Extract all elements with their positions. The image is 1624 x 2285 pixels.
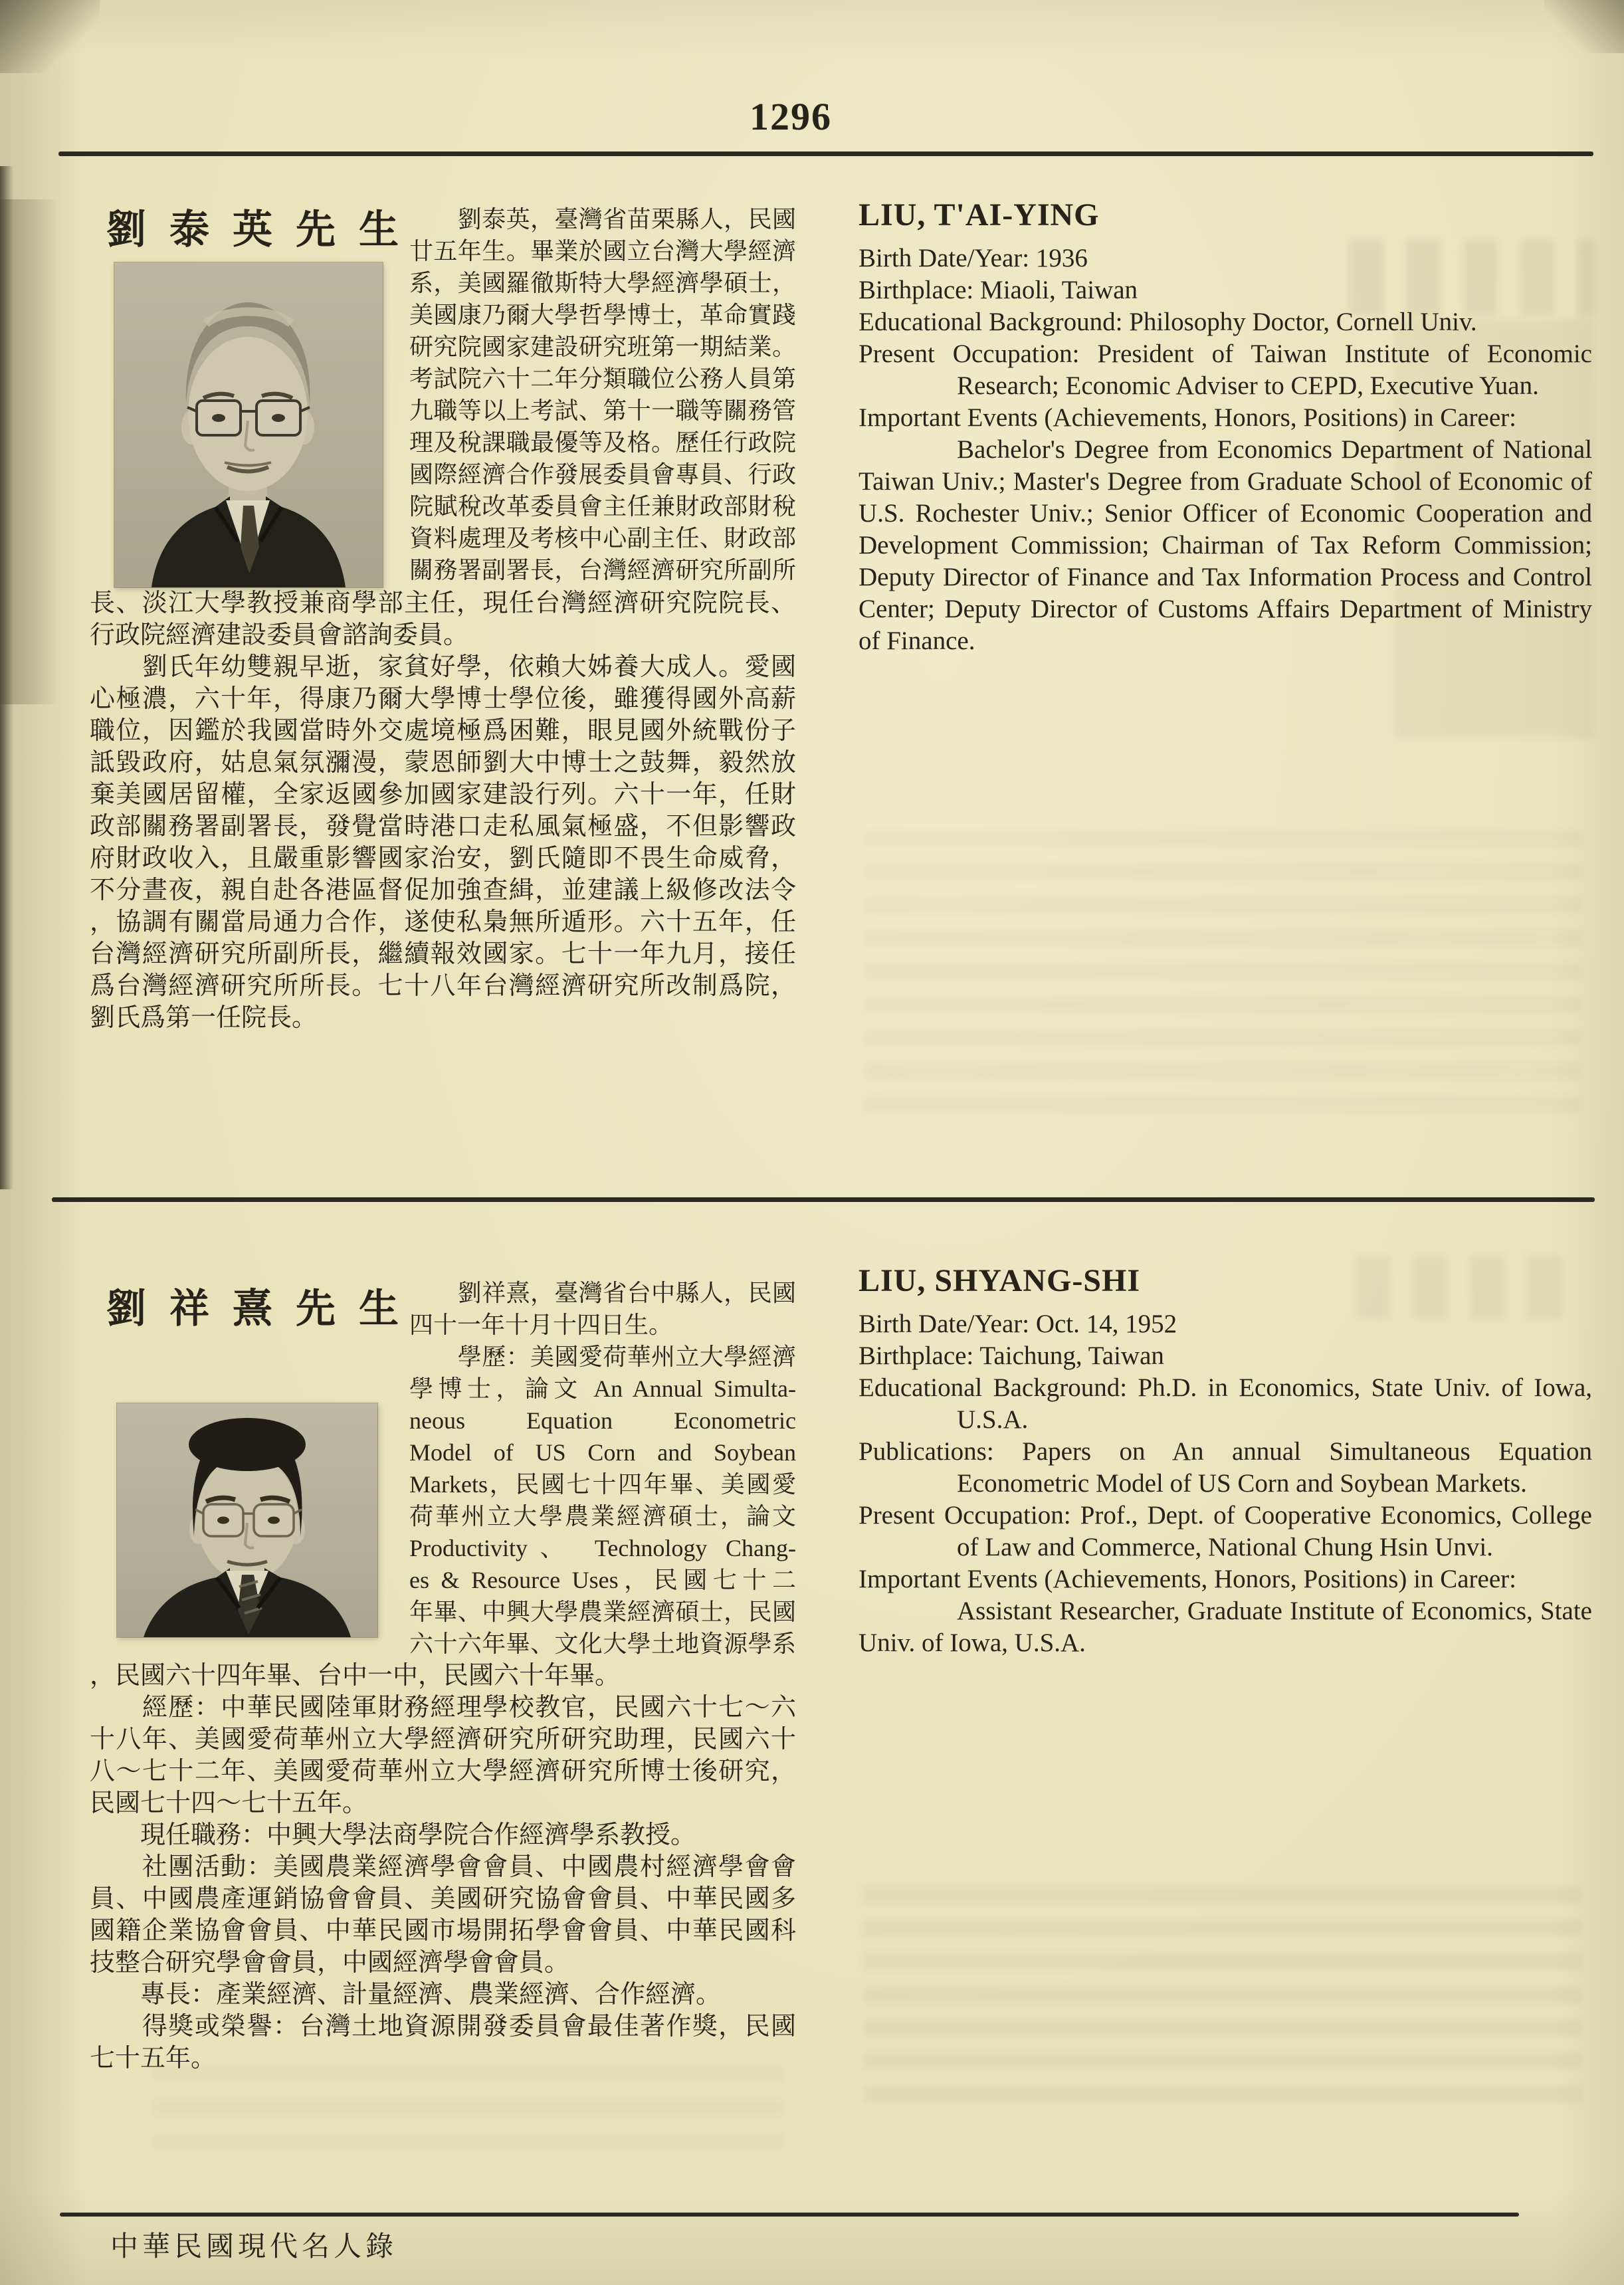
- bio-field-en: Educational Background: Philosophy Doctor, Cornell Univ.: [859, 308, 1477, 336]
- bio-line-zh: 經歷：中華民國陸軍財務經理學校教官，民國六十七～六: [90, 1694, 796, 1722]
- bio-field-en: Present Occupation: President of Taiwan Institute of Economic Research; Economic Adviser to CEPD, Executive Yuan.: [859, 340, 1592, 400]
- spine-shadow-soft: [0, 199, 60, 704]
- bio-field-en: Birth Date/Year: Oct. 14, 1952: [859, 1310, 1177, 1338]
- bio-field-en: Important Events (Achievements, Honors, Positions) in Career:: [859, 1565, 1516, 1593]
- bleed-through-smudge: [864, 831, 1581, 1116]
- bio-line-zh: 行政院經濟建設委員會諮詢委員。: [90, 621, 469, 649]
- entry-name-en: LIU, T'AI-YING: [859, 197, 1100, 233]
- bio-line-zh: ，協調有關當局通力合作，遂使私梟無所遁形。六十五年，任: [90, 908, 796, 936]
- bleed-through-smudge: [864, 1887, 1581, 2113]
- bio-line-zh: 現任職務：中興大學法商學院合作經濟學系教授。: [90, 1821, 696, 1849]
- portrait-silhouette: [114, 262, 383, 587]
- bio-line-zh: Model of US Corn and Soybean: [409, 1439, 796, 1466]
- entry-separator-rule: [52, 1197, 1595, 1202]
- bio-line-zh: 詆毀政府，姑息氣氛瀰漫，蒙恩師劉大中博士之鼓舞，毅然放: [90, 749, 796, 777]
- bio-line-zh: 六十六年畢、文化大學土地資源學系: [409, 1631, 796, 1657]
- bio-en-fields: [859, 1308, 1592, 1659]
- portrait-photo-liu-tai-ying: [114, 262, 383, 587]
- bio-line-zh: 關務署副署長，台灣經濟研究所副所: [409, 557, 796, 583]
- portrait-photo-liu-shyang-shi: [117, 1403, 377, 1637]
- bio-line-zh: 國際經濟合作發展委員會專員、行政: [409, 461, 796, 488]
- bio-line-zh: 爲台灣經濟研究所所長。七十八年台灣經濟研究所改制爲院，: [90, 972, 796, 1000]
- bio-zh-wide-column: [90, 1660, 796, 2074]
- bio-line-zh: neous Equation Econometric: [409, 1407, 796, 1434]
- bio-line-zh: 年畢、中興大學農業經濟碩士，民國: [409, 1599, 796, 1625]
- bio-line-zh: 員、中國農產運銷協會會員、美國研究協會會員、中華民國多: [90, 1885, 796, 1913]
- bio-line-zh: 台灣經濟研究所副所長，繼續報效國家。七十一年九月，接任: [90, 940, 796, 968]
- bio-field-en: Birthplace: Taichung, Taiwan: [859, 1341, 1164, 1370]
- portrait-silhouette: [117, 1403, 377, 1637]
- bio-line-zh: 技整合研究學會會員，中國經濟學會會員。: [90, 1949, 570, 1977]
- scan-corner-shadow: [0, 0, 100, 73]
- bio-line-zh: 資料處理及考核中心副主任、財政部: [409, 525, 796, 551]
- bio-line-zh: 美國康乃爾大學哲學博士，革命實踐: [409, 302, 796, 328]
- bio-line-zh: 研究院國家建設研究班第一期結業。: [409, 334, 796, 360]
- bio-line-zh: 府財政收入，且嚴重影響國家治安，劉氏隨即不畏生命威脅，: [90, 844, 796, 872]
- bio-line-zh: 七十五年。: [90, 2044, 217, 2072]
- bio-zh-narrow-column: [409, 203, 796, 586]
- bio-line-zh: 九職等以上考試、第十一職等關務管: [409, 397, 796, 424]
- bio-line-zh: 學歷：美國愛荷華州立大學經濟: [409, 1343, 796, 1370]
- bio-field-en: Present Occupation: Prof., Dept. of Cooperative Economics, College of Law and Commerce, National Chung Hsin Unvi.: [859, 1501, 1592, 1561]
- bio-line-zh: 長、淡江大學教授兼商學部主任，現任台灣經濟研究院院長、: [90, 589, 796, 617]
- bio-line-zh: 政部關務署副署長，發覺當時港口走私風氣極盛，不但影響政: [90, 813, 796, 841]
- bio-line-zh: 系，美國羅徹斯特大學經濟學碩士，: [409, 270, 796, 296]
- bio-line-zh: ，民國六十四年畢、台中一中，民國六十年畢。: [90, 1662, 621, 1690]
- bio-line-zh: Productivity、 Technology Chang-: [409, 1535, 796, 1561]
- bio-line-zh: Markets，民國七十四年畢、美國愛: [409, 1471, 796, 1498]
- bio-line-zh: 荷華州立大學農業經濟碩士，論文: [409, 1503, 796, 1530]
- bio-line-zh: 考試院六十二年分類職位公務人員第: [409, 365, 796, 392]
- bio-line-zh: 不分晝夜，親自赴各港區督促加強查緝，並建議上級修改法令: [90, 876, 796, 904]
- footer-book-title: 中華民國現代名人錄: [110, 2232, 398, 2262]
- bio-line-zh: 院賦稅改革委員會主任兼財政部財稅: [409, 493, 796, 520]
- bio-line-zh: 得獎或榮譽：台灣土地資源開發委員會最佳著作獎，民國: [90, 2013, 796, 2040]
- bio-line-zh: 國籍企業協會會員、中華民國市場開拓學會會員、中華民國科: [90, 1917, 796, 1945]
- bio-en-fields: [859, 243, 1592, 657]
- bio-line-zh: 心極濃，六十年，得康乃爾大學博士學位後，雖獲得國外高薪: [90, 685, 796, 713]
- bio-field-en: Bachelor's Degree from Economics Department of National Taiwan Univ.; Master's Degree from Graduate School of Economic of U.S. Rochester Univ.; Senior Officer of Economic Cooperation and Development Commission; Chairman of Tax Reform Commission; Deputy Director of Finance and Tax Information Process and Control Center; Deputy Director of Customs Affairs Department of Ministry of Finance.: [859, 435, 1592, 655]
- bio-line-zh: 棄美國居留權，全家返國參加國家建設行列。六十一年，任財: [90, 781, 796, 809]
- bio-zh-narrow-column: [409, 1277, 796, 1660]
- bio-line-zh: 理及稅課職最優等及格。歷任行政院: [409, 429, 796, 456]
- entry-name-zh: 劉 祥 熹 先 生: [106, 1286, 405, 1331]
- bio-field-en: Important Events (Achievements, Honors, Positions) in Career:: [859, 403, 1516, 432]
- bio-line-zh: 職位，因鑑於我國當時外交處境極爲困難，眼見國外統戰份子: [90, 717, 796, 745]
- bio-line-zh: 八～七十二年、美國愛荷華州立大學經濟研究所博士後研究，: [90, 1757, 796, 1785]
- page-number: 1296: [750, 95, 832, 138]
- bio-line-zh: 廿五年生。畢業於國立台灣大學經濟: [409, 238, 796, 264]
- bio-line-zh: 劉氏爲第一任院長。: [90, 1004, 318, 1032]
- bio-line-zh: 學博士，論文 An Annual Simulta-: [409, 1375, 796, 1402]
- bio-line-zh: es & Resource Uses，民國七十二: [409, 1567, 796, 1593]
- bio-field-en: Birth Date/Year: 1936: [859, 244, 1088, 272]
- entry-name-zh: 劉 泰 英 先 生: [106, 207, 405, 252]
- bio-field-en: Publications: Papers on An annual Simultaneous Equation Econometric Model of US Corn and Soybean Markets.: [859, 1437, 1592, 1498]
- bio-line-zh: 劉祥熹，臺灣省台中縣人，民國: [409, 1280, 796, 1306]
- bio-field-en: Educational Background: Ph.D. in Economics, State Univ. of Iowa, U.S.A.: [859, 1373, 1592, 1434]
- bio-line-zh: 民國七十四～七十五年。: [90, 1789, 368, 1817]
- scan-corner-shadow: [1544, 0, 1624, 53]
- bio-field-en: Birthplace: Miaoli, Taiwan: [859, 276, 1138, 304]
- bleed-through-smudge: [153, 2066, 784, 2166]
- bio-line-zh: 社團活動：美國農業經濟學會會員、中國農村經濟學會會: [90, 1853, 796, 1881]
- bio-en-column: [859, 1262, 1592, 1659]
- bio-line-zh: 四十一年十月十四日生。: [409, 1312, 673, 1338]
- footer-rule: [60, 2213, 1519, 2217]
- bio-line-zh: 劉泰英，臺灣省苗栗縣人，民國: [409, 206, 796, 233]
- bio-line-zh: 劉氏年幼雙親早逝，家貧好學，依賴大姊養大成人。愛國: [90, 653, 796, 681]
- bio-field-en: Assistant Researcher, Graduate Institute of Economics, State Univ. of Iowa, U.S.A.: [859, 1597, 1592, 1657]
- header-rule: [58, 151, 1593, 156]
- bio-zh-wide-column: [90, 587, 796, 1034]
- bio-en-column: [859, 197, 1592, 657]
- bio-line-zh: 十八年、美國愛荷華州立大學經濟研究所研究助理，民國六十: [90, 1726, 796, 1753]
- bio-line-zh: 專長：產業經濟、計量經濟、農業經濟、合作經濟。: [90, 1981, 722, 2009]
- entry-name-en: LIU, SHYANG-SHI: [859, 1263, 1141, 1298]
